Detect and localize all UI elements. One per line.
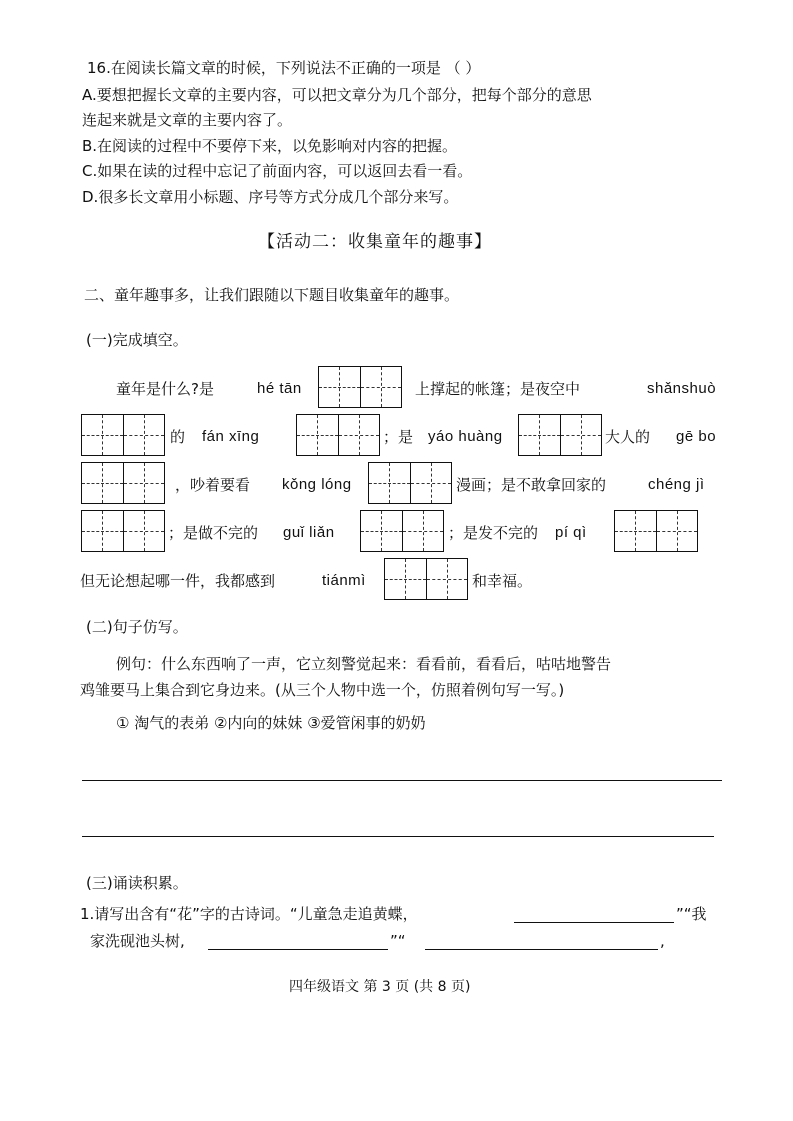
q16-option-c: C.如果在读的过程中忘记了前面内容，可以返回去看一看。 (82, 162, 473, 180)
section2-intro: 二、童年趣事多，让我们跟随以下题目收集童年的趣事。 (84, 286, 460, 304)
part3-heading: (三)诵读积累。 (86, 874, 188, 892)
answer-box-piqi[interactable] (614, 510, 698, 552)
fill-text: 童年是什么?是 (116, 380, 214, 398)
activity-title: 【活动二：收集童年的趣事】 (258, 232, 492, 252)
answer-box-hetan[interactable] (318, 366, 402, 408)
pinyin-hint: hé tān (257, 380, 302, 397)
answer-box-yaohuang[interactable] (518, 414, 602, 456)
answer-box-shanshuo[interactable] (81, 414, 165, 456)
pinyin-hint: kǒng lóng (282, 476, 352, 493)
pinyin-hint: fán xīng (202, 428, 260, 445)
q16-stem: 16.在阅读长篇文章的时候，下列说法不正确的一项是 （ ） (87, 59, 481, 77)
q16-option-a-cont: 连起来就是文章的主要内容了。 (82, 111, 293, 129)
answer-box-chengji[interactable] (81, 510, 165, 552)
answer-box-guilian[interactable] (360, 510, 444, 552)
q16-option-d: D.很多长文章用小标题、序号等方式分成几个部分来写。 (82, 188, 459, 206)
pinyin-hint: guǐ liǎn (283, 524, 335, 541)
poem-question-text: , (660, 932, 665, 950)
answer-line-1[interactable] (82, 780, 722, 781)
poem-question: 1.请写出含有“花”字的古诗词。“儿童急走追黄蝶， (80, 905, 418, 923)
poem-blank-2[interactable] (208, 949, 388, 950)
poem-blank-3[interactable] (425, 949, 658, 950)
q16-option-a: A.要想把握长文章的主要内容，可以把文章分为几个部分，把每个部分的意思 (82, 86, 592, 104)
character-options: ① 淘气的表弟 ②内向的妹妹 ③爱管闲事的奶奶 (116, 714, 426, 732)
answer-box-tianmi[interactable] (384, 558, 468, 600)
pinyin-hint: chéng jì (648, 476, 705, 493)
pinyin-hint: yáo huàng (428, 428, 503, 445)
fill-text: 上撑起的帐篷；是夜空中 (415, 380, 581, 398)
poem-question-cont: 家洗砚池头树, (90, 932, 185, 950)
fill-text: ；是发不完的 (448, 524, 539, 542)
pinyin-hint: shǎnshuò (647, 380, 717, 397)
answer-box-fanxing[interactable] (296, 414, 380, 456)
fill-text: ，吵着要看 (175, 476, 251, 494)
answer-line-2[interactable] (82, 836, 714, 837)
example-sentence-cont: 鸡雏要马上集合到它身边来。(从三个人物中选一个，仿照着例句写一写。) (80, 681, 565, 699)
fill-text: ；是做不完的 (168, 524, 259, 542)
q16-option-b: B.在阅读的过程中不要停下来，以免影响对内容的把握。 (82, 137, 458, 155)
page-footer: 四年级语文 第 3 页 (共 8 页) (289, 979, 471, 995)
pinyin-hint: tiánmì (322, 572, 366, 589)
poem-question-text: ”“我 (676, 905, 707, 923)
poem-blank-1[interactable] (514, 922, 674, 923)
part1-heading: (一)完成填空。 (86, 331, 188, 349)
fill-text: 漫画；是不敢拿回家的 (456, 476, 607, 494)
pinyin-hint: pí qì (555, 524, 587, 541)
fill-text: ；是 (383, 428, 414, 446)
answer-box-gebo[interactable] (81, 462, 165, 504)
part2-heading: (二)句子仿写。 (86, 618, 188, 636)
poem-question-text: ”“ (390, 932, 406, 950)
fill-text: 的 (170, 428, 186, 446)
example-sentence: 例句：什么东西响了一声，它立刻警觉起来：看看前，看看后，咕咕地警告 (116, 655, 612, 673)
fill-text: 但无论想起哪一件，我都感到 (80, 572, 276, 590)
answer-box-konglong[interactable] (368, 462, 452, 504)
fill-text: 大人的 (605, 428, 651, 446)
fill-text: 和幸福。 (472, 572, 533, 590)
pinyin-hint: gē bo (676, 428, 717, 445)
